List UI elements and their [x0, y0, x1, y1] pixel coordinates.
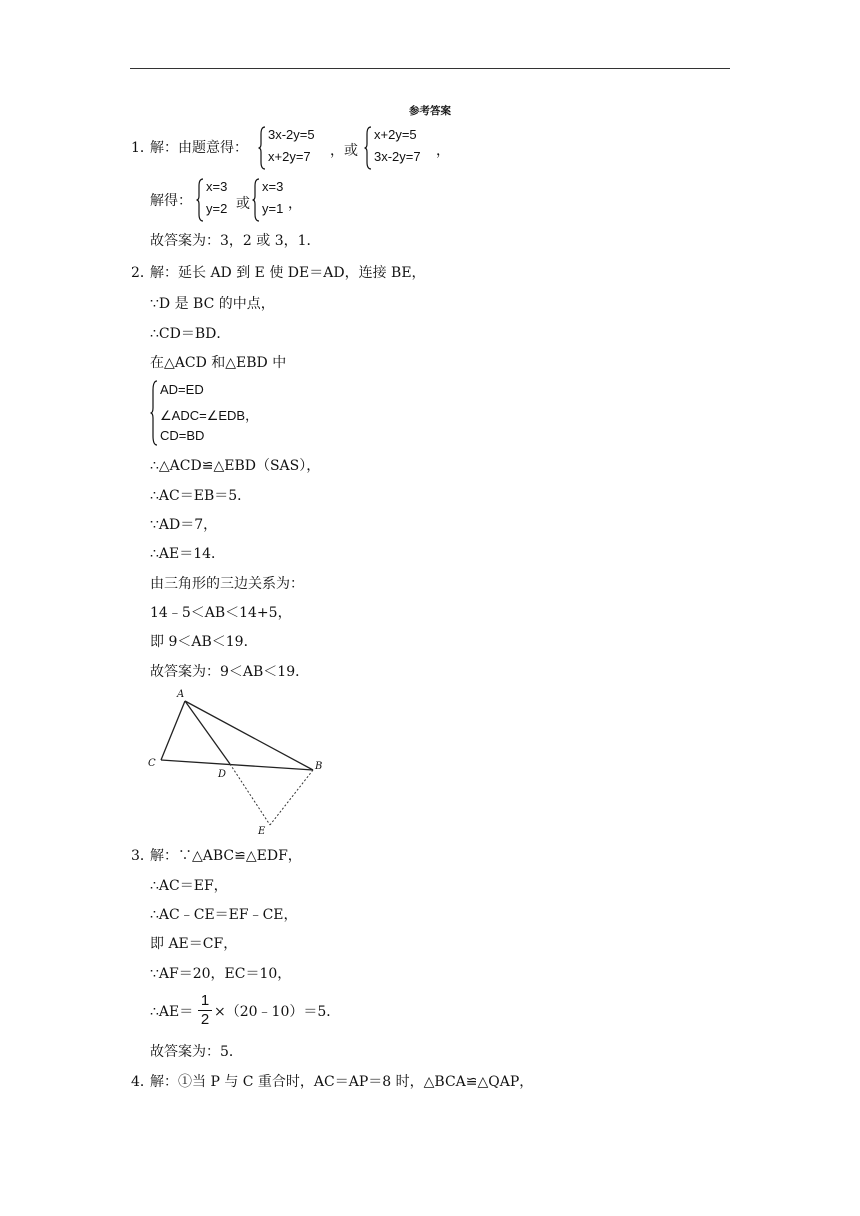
- fraction-numerator: 1: [200, 992, 210, 1009]
- q1-or: ，或: [330, 143, 358, 159]
- label-c: C: [148, 758, 156, 769]
- q3-line-3: 即 AE＝CF，: [150, 936, 238, 952]
- segment-ad: [185, 701, 230, 764]
- q4-number: 4．: [131, 1074, 154, 1090]
- label-a: A: [177, 689, 185, 700]
- q2-number: 2．: [131, 265, 154, 281]
- q3-line-2: ∴AC﹣CE＝EF﹣CE，: [150, 907, 298, 923]
- q2-line-10: 即 9＜AB＜19．: [150, 634, 258, 650]
- segment-ac: [161, 701, 185, 760]
- q2-intro: 解：延长 AD 到 E 使 DE＝AD，连接 BE，: [150, 265, 426, 281]
- q3-line-1: ∴AC＝EF，: [150, 878, 228, 894]
- q2-line-8: 由三角形的三边关系为：: [150, 576, 304, 592]
- q2-line-7: ∴AE＝14．: [150, 546, 226, 562]
- q2-line-3: 在△ACD 和△EBD 中: [150, 355, 287, 371]
- q1-or-2: 或: [236, 196, 250, 212]
- q3-line-5b: ×（20﹣10）＝5．: [214, 1004, 341, 1020]
- q1-end: ，: [436, 143, 450, 159]
- label-d: D: [218, 769, 227, 780]
- q3-line-4: ∵AF＝20，EC＝10，: [150, 966, 292, 982]
- q3-answer: 故答案为：5．: [150, 1044, 243, 1060]
- q2-triangle-figure: [140, 682, 340, 842]
- q1-system-2: x+2y=5 3x-2y=7: [364, 126, 444, 170]
- q1-end-2: ，: [288, 196, 302, 212]
- segment-ab: [185, 701, 313, 770]
- q2-answer: 故答案为：9＜AB＜19．: [150, 664, 310, 680]
- q1-number: 1．: [131, 140, 154, 156]
- segment-eb: [270, 770, 313, 825]
- q2-line-2: ∴CD＝BD．: [150, 326, 231, 342]
- segment-de: [230, 764, 270, 825]
- q4-intro: 解：①当 P 与 C 重合时，AC＝AP＝8 时，△BCA≌△QAP，: [150, 1074, 534, 1090]
- q1-answer: 故答案为：3，2 或 3，1．: [150, 233, 321, 249]
- fraction-denominator: 2: [200, 1011, 210, 1028]
- q1-system-1: 3x-2y=5 x+2y=7: [258, 126, 338, 170]
- q2-line-4: ∴△ACD≌△EBD（SAS），: [150, 458, 321, 474]
- page-title: 参考答案: [409, 105, 451, 117]
- q2-line-5: ∴AC＝EB＝5．: [150, 488, 252, 504]
- q1-solution-2: x=3 y=1: [252, 178, 302, 222]
- q2-line-9: 14﹣5＜AB＜14+5，: [150, 605, 292, 621]
- q1-solve: 解得：: [150, 193, 192, 209]
- q1-solution-1: x=3 y=2: [196, 178, 246, 222]
- q2-line-6: ∵AD＝7，: [150, 517, 218, 533]
- q3-number: 3．: [131, 848, 154, 864]
- segment-cb: [161, 760, 313, 770]
- header-rule: [130, 68, 730, 69]
- q1-intro: 解：由题意得：: [150, 140, 248, 156]
- q3-fraction: [198, 993, 212, 1028]
- label-e: E: [258, 826, 266, 837]
- q2-line-1: ∵D 是 BC 的中点，: [150, 296, 275, 312]
- q3-intro: 解：∵△ABC≌△EDF，: [150, 848, 302, 864]
- q3-line-5a: ∴AE＝: [150, 1004, 194, 1020]
- label-b: B: [315, 761, 323, 772]
- q2-system: AD=ED ∠ADC=∠EDB， CD=BD: [150, 380, 290, 446]
